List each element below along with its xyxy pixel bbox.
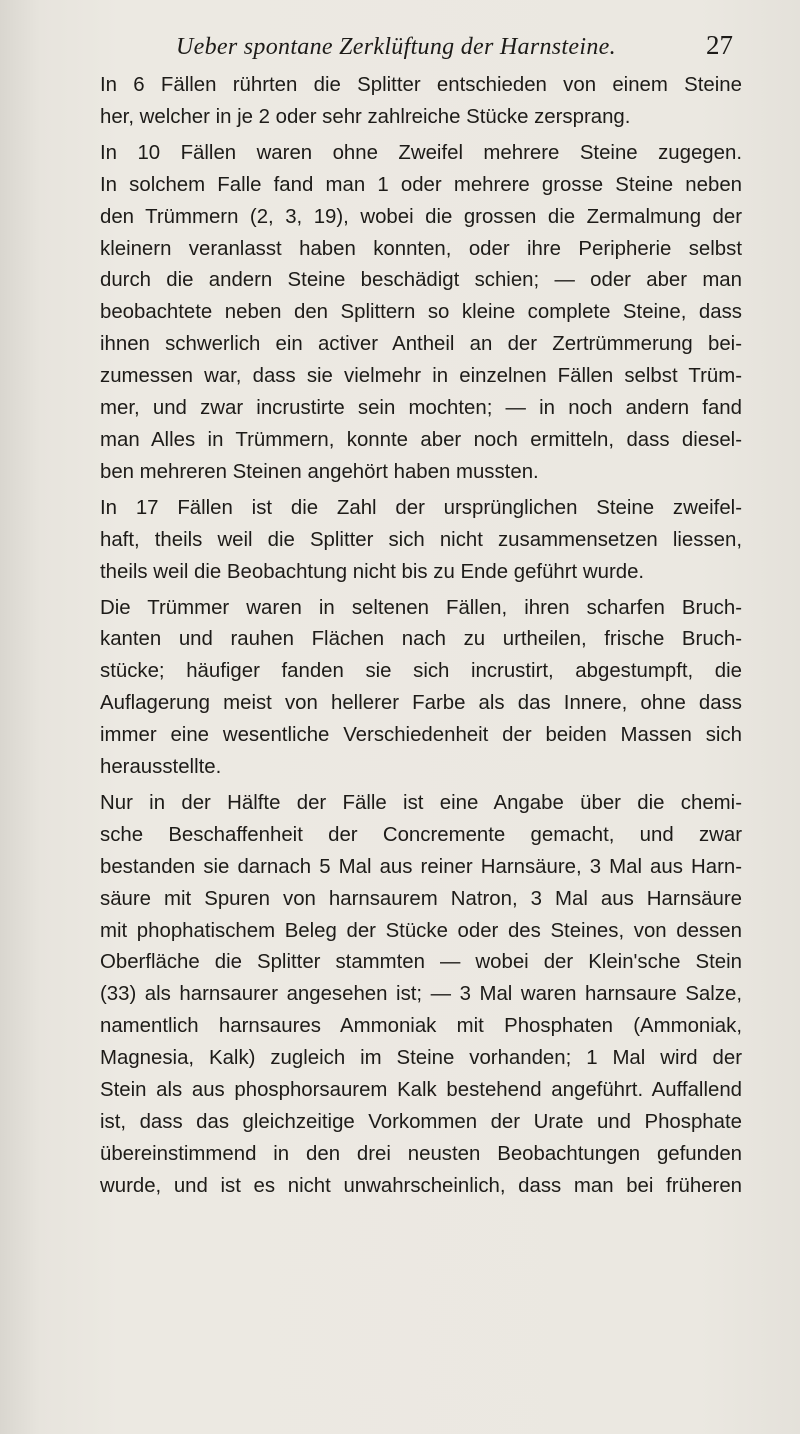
text-line: mit phophatischem Beleg der Stücke oder des Steines, von dessen	[100, 919, 742, 942]
text-line: immer eine wesentliche Verschiedenheit der beiden Massen sich	[100, 724, 742, 747]
text-line: kleinern veranlasst haben konnten, oder ihre Peripherie selbst	[100, 237, 742, 260]
paragraph-2	[80, 138, 742, 489]
text-line: durch die andern Steine beschädigt schien; — oder aber man	[100, 269, 742, 292]
text-line: (33) als harnsaurer angesehen ist; — 3 Mal waren harnsaure Salze,	[100, 983, 742, 1006]
text-line: zumessen war, dass sie vielmehr in einzelnen Fällen selbst Trüm-	[100, 365, 742, 388]
text-line: stücke; häufiger fanden sie sich incrustirt, abgestumpft, die	[100, 660, 742, 683]
text-line: ist, dass das gleichzeitige Vorkommen der Urate und Phosphate	[100, 1111, 742, 1133]
paragraph-4	[80, 593, 742, 784]
text-line: wurde, und ist es nicht unwahrscheinlich, dass man bei früheren	[100, 1174, 742, 1197]
page-header	[0, 30, 800, 68]
text-line: her, welcher in je 2 oder sehr zahlreiche Stücke zersprang.	[100, 105, 631, 128]
paragraph-3	[80, 493, 742, 589]
text-line: man Alles in Trümmern, konnte aber noch ermitteln, dass diesel-	[100, 428, 742, 451]
text-line: herausstellte.	[100, 756, 222, 779]
text-line: Auflagerung meist von hellerer Farbe als das Innere, ohne dass	[100, 692, 742, 715]
text-line: den Trümmern (2, 3, 19), wobei die grossen die Zermalmung der	[100, 205, 742, 228]
text-line: In 6 Fällen rührten die Splitter entschieden von einem Steine	[100, 74, 742, 96]
text-line: In solchem Falle fand man 1 oder mehrere grosse Steine neben	[100, 173, 742, 196]
text-line: Oberfläche die Splitter stammten — wobei der Klein'sche Stein	[100, 951, 742, 974]
text-line: namentlich harnsaures Ammoniak mit Phosphaten (Ammoniak,	[100, 1015, 742, 1038]
text-line: Magnesia, Kalk) zugleich im Steine vorhanden; 1 Mal wird der	[100, 1047, 742, 1070]
paragraph-1	[80, 70, 742, 134]
text-line: In 17 Fällen ist die Zahl der ursprünglichen Steine zweifel-	[100, 496, 742, 519]
page-number: 27	[706, 30, 733, 60]
paragraph-5	[80, 788, 742, 1203]
text-line: mer, und zwar incrustirte sein mochten; — in noch andern fand	[100, 397, 742, 420]
text-line: sche Beschaffenheit der Concremente gemacht, und zwar	[100, 823, 742, 846]
text-line: Nur in der Hälfte der Fälle ist eine Angabe über die chemi-	[100, 791, 742, 814]
text-line: Die Trümmer waren in seltenen Fällen, ihren scharfen Bruch-	[100, 596, 742, 619]
text-line: ihnen schwerlich ein activer Antheil an der Zertrümmerung bei-	[100, 333, 742, 356]
text-line: säure mit Spuren von harnsaurem Natron, 3 Mal aus Harnsäure	[100, 887, 742, 910]
text-line: theils weil die Beobachtung nicht bis zu Ende geführt wurde.	[100, 560, 645, 583]
text-line: kanten und rauhen Flächen nach zu urtheilen, frische Bruch-	[100, 628, 742, 651]
text-line: beobachtete neben den Splittern so kleine complete Steine, dass	[100, 301, 742, 324]
running-title: Ueber spontane Zerklüftung der Harnsteine.	[176, 34, 616, 60]
text-line: übereinstimmend in den drei neusten Beobachtungen gefunden	[100, 1142, 742, 1165]
body-text	[80, 70, 742, 1203]
text-line: bestanden sie darnach 5 Mal aus reiner Harnsäure, 3 Mal aus Harn-	[100, 855, 742, 878]
text-line: ben mehreren Steinen angehört haben mussten.	[100, 460, 539, 483]
text-line: Stein als aus phosphorsaurem Kalk bestehend angeführt. Auffallend	[100, 1079, 742, 1102]
text-line: In 10 Fällen waren ohne Zweifel mehrere Steine zugegen.	[100, 141, 742, 164]
text-line: haft, theils weil die Splitter sich nicht zusammensetzen liessen,	[100, 528, 742, 551]
